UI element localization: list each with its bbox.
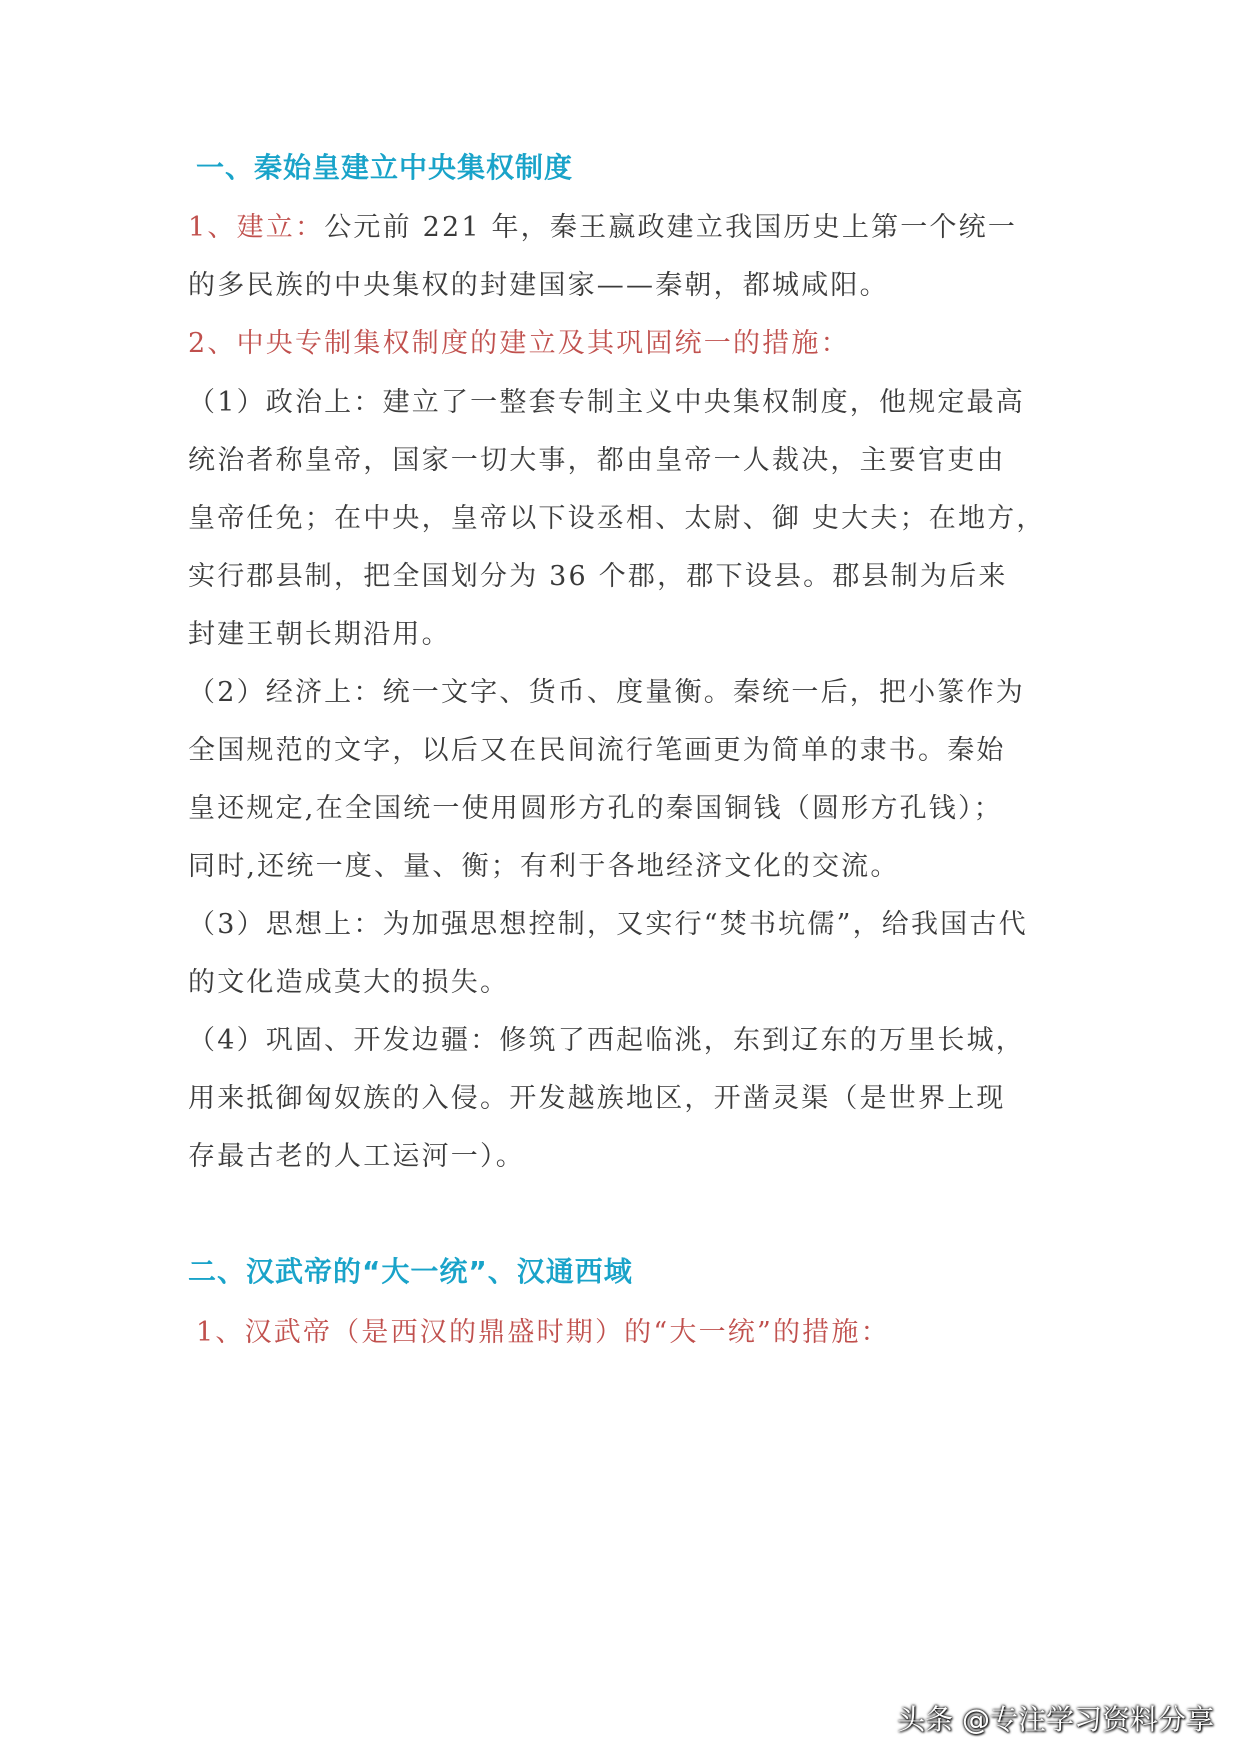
body-line: （4）巩固、开发边疆：修筑了西起临洮，东到辽东的万里长城，	[188, 1025, 1025, 1056]
body-line: 用来抵御匈奴族的入侵。开发越族地区，开凿灵渠（是世界上现	[188, 1083, 1006, 1114]
body-line: 的文化造成莫大的损失。	[188, 967, 510, 998]
body-line: 皇还规定,在全国统一使用圆形方孔的秦国铜钱（圆形方孔钱）；	[188, 793, 1003, 824]
section1-heading: 一、秦始皇建立中央集权制度	[196, 151, 574, 184]
s1-item2-heading: 2、中央专制集权制度的建立及其巩固统一的措施：	[188, 328, 850, 359]
body-line: （3）思想上：为加强思想控制，又实行“焚书坑儒”，给我国古代	[188, 909, 1028, 940]
body-line: 存最古老的人工运河一）。	[188, 1141, 525, 1172]
s1-item1-line2: 的多民族的中央集权的封建国家——秦朝，都城咸阳。	[188, 270, 889, 301]
body-line: 全国规范的文字，以后又在民间流行笔画更为简单的隶书。秦始	[188, 735, 1006, 766]
body-line: 皇帝任免；在中央，皇帝以下设丞相、太尉、御 史大夫；在地方，	[188, 503, 1046, 534]
body-line: 同时,还统一度、量、衡；有利于各地经济文化的交流。	[188, 851, 900, 882]
s1-item1-line1-text: 公元前 221 年，秦王嬴政建立我国历史上第一个统一	[324, 212, 1018, 243]
body-line: （1）政治上：建立了一整套专制主义中央集权制度，他规定最高	[188, 387, 1025, 418]
section2-heading: 二、汉武帝的“大一统”、汉通西域	[188, 1255, 633, 1288]
body-line: 实行郡县制，把全国划分为 36 个郡，郡下设县。郡县制为后来	[188, 561, 1008, 592]
watermark: 头条 @专注学习资料分享	[897, 1703, 1214, 1736]
body-line: 统治者称皇帝，国家一切大事，都由皇帝一人裁决，主要官吏由	[188, 445, 1006, 476]
s2-item1-heading: 1、汉武帝（是西汉的鼎盛时期）的“大一统”的措施：	[196, 1317, 890, 1348]
body-line: （2）经济上：统一文字、货币、度量衡。秦统一后，把小篆作为	[188, 677, 1025, 708]
body-line: 封建王朝长期沿用。	[188, 619, 451, 650]
s1-item1-line1	[188, 205, 1017, 244]
s1-item1-prefix: 1、建立：	[188, 212, 325, 243]
